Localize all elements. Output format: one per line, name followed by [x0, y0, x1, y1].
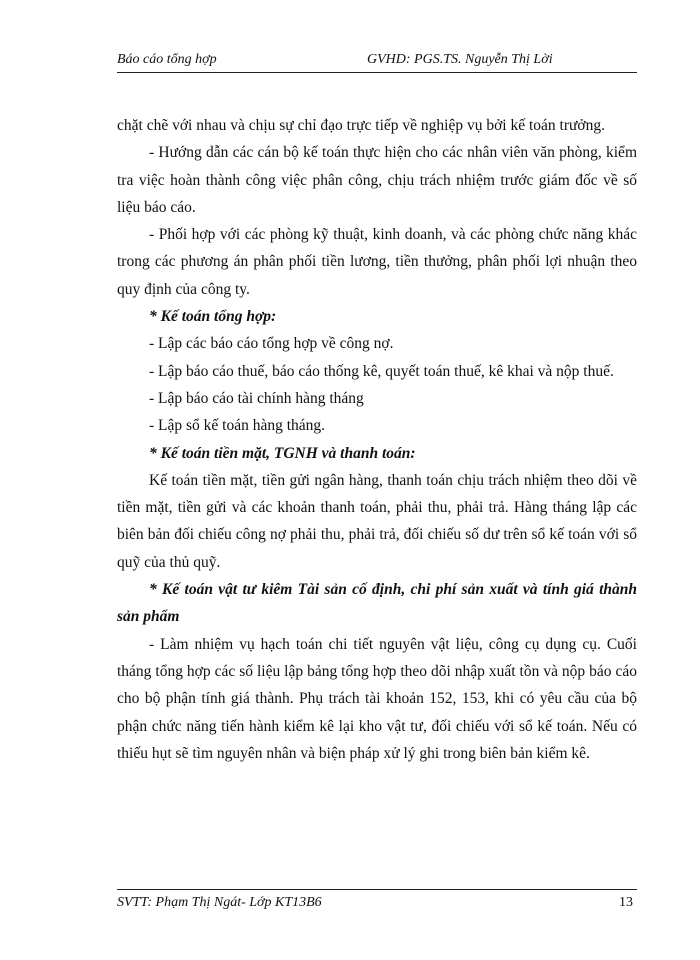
body-text — [117, 112, 637, 767]
paragraph: - Phối hợp với các phòng kỹ thuật, kinh doanh, và các phòng chức năng khác trong các phương án phân phối tiền lương, tiền thưởng, phân phối lợi nhuận theo quy định của công ty. — [117, 226, 637, 298]
list-item: - Lập các báo cáo tổng hợp về công nợ. — [149, 335, 394, 353]
page-footer — [117, 889, 637, 914]
section-heading: * Kế toán vật tư kiêm Tài sản cố định, chi phí sản xuất và tính giá thành sản phẩm — [117, 581, 637, 626]
list-item: - Lập sổ kế toán hàng tháng. — [149, 417, 326, 435]
page-header — [117, 50, 637, 73]
list-item: - Lập báo cáo tài chính hàng tháng — [149, 389, 364, 407]
header-supervisor: GVHD: PGS.TS. Nguyễn Thị Lời — [367, 52, 553, 67]
paragraph: - Làm nhiệm vụ hạch toán chi tiết nguyên vật liệu, công cụ dụng cụ. Cuối tháng tổng hợp các số liệu lập bảng tổng hợp theo dõi nhập xuất tồn và nộp báo cáo cho bộ phận tính giá thành. Phụ trách tài khoản 152, 153, khi có yêu cầu của bộ phận chức năng tiến hành kiểm kê lại kho vật tư, đối chiếu với sổ kế toán. Nếu có thiếu hụt sẽ tìm nguyên nhân và biện pháp xử lý ghi trong biên bản kiểm kê. — [117, 635, 637, 762]
list-item: - Lập báo cáo thuế, báo cáo thống kê, quyết toán thuế, kê khai và nộp thuế. — [149, 362, 614, 380]
paragraph: chặt chẽ với nhau và chịu sự chỉ đạo trực tiếp về nghiệp vụ bởi kế toán trưởng. — [117, 117, 605, 134]
header-report-title: Báo cáo tổng hợp — [117, 52, 217, 67]
paragraph: Kế toán tiền mặt, tiền gửi ngân hàng, thanh toán chịu trách nhiệm theo dõi về tiền mặt, tiền gửi và các khoản thanh toán, phải thu, phải trả. Hàng tháng lập các biên bản đối chiếu công nợ phải thu, phải trả, đối chiếu số dư trên sổ kế toán với sổ quỹ của thủ quỹ. — [117, 471, 637, 571]
page-number: 13 — [619, 895, 633, 910]
section-heading: * Kế toán tổng hợp: — [149, 308, 277, 326]
paragraph: - Hướng dẫn các cán bộ kế toán thực hiện cho các nhân viên văn phòng, kiểm tra việc hoàn thành công việc phân công, chịu trách nhiệm trước giám đốc về số liệu báo cáo. — [117, 144, 637, 216]
footer-student-info: SVTT: Phạm Thị Ngát- Lớp KT13B6 — [117, 895, 322, 910]
section-heading: * Kế toán tiền mặt, TGNH và thanh toán: — [149, 444, 416, 462]
